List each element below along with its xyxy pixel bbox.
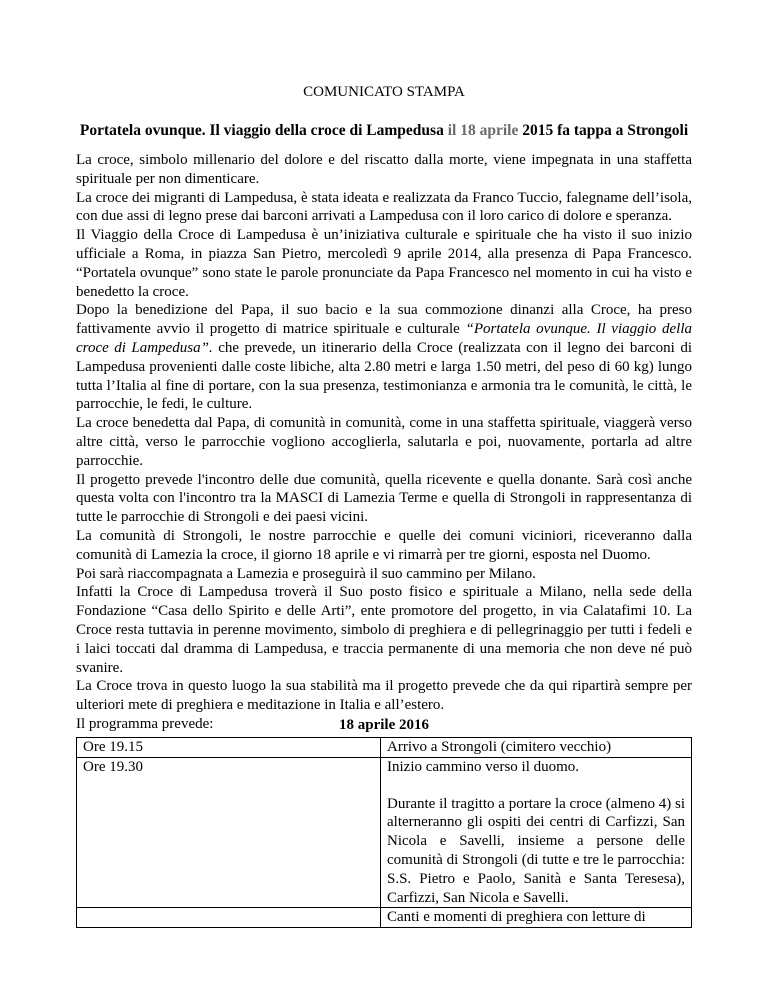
- paragraph: Il progetto prevede l'incontro delle due comunità, quella ricevente e quella donante. Sarà così anche questa volta con l'incontro tra la MASCI di Lamezia Terme e quella di Strongoli in rappresentanza di tutte le parrocchie di Strongoli e dei paesi vicini.: [76, 471, 692, 526]
- press-release-heading: COMUNICATO STAMPA: [303, 84, 465, 100]
- paragraph: Infatti la Croce di Lampedusa troverà il Suo posto fisico e spirituale a Milano, nella sede della Fondazione “Casa dello Spirito e delle Arti”, ente promotore del progetto, in via Calatafimi 10. La Croce resta tuttavia in perenne movimento, simbolo di preghiera e di pellegrinaggio per tutti i fedeli e i laici toccati dal dramma di Lampedusa, e traccia permanente di una memoria che non deve né può svanire.: [76, 584, 692, 676]
- program-table: [76, 737, 692, 928]
- paragraph-text: che prevede, un itinerario della Croce (realizzata con il legno dei barconi di Lampedusa provenienti dalle coste libiche, alta 2.80 metri e larga 1.50 metri, del peso di 60 kg) lungo tutta l’Italia al fine di portare, con la sua presenza, testimonianza e armonia tra le comunità, le città, le parrocchie, le fedi, le culture.: [76, 339, 693, 413]
- paragraph: Poi sarà riaccompagnata a Lamezia e proseguirà il suo cammino per Milano.: [76, 565, 536, 582]
- table-row: [77, 738, 692, 758]
- document-title: [76, 122, 692, 140]
- paragraph: La croce, simbolo millenario del dolore e del riscatto dalla morte, viene impegnata in una staffetta spirituale per non dimenticare.: [76, 152, 692, 187]
- paragraph: La comunità di Strongoli, le nostre parrocchie e quelle dei comuni viciniori, riceveranno dalla comunità di Lamezia la croce, il giorno 18 aprile e vi rimarrà per tre giorni, esposta nel Duomo.: [76, 527, 692, 563]
- table-row: [77, 908, 692, 928]
- time-cell: Ore 19.30: [77, 757, 381, 908]
- title-part2: 2015 fa tappa a Strongoli: [518, 122, 689, 139]
- title-part1: Portatela ovunque. Il viaggio della croce di Lampedusa: [79, 122, 448, 139]
- description-cell: Canti e momenti di preghiera con letture di: [381, 908, 692, 928]
- description-text: Inizio cammino verso il duomo.: [387, 758, 580, 775]
- paragraph: Il Viaggio della Croce di Lampedusa è un’iniziativa culturale e spirituale che ha visto il suo inizio ufficiale a Roma, in piazza San Pietro, mercoledì 9 aprile 2014, alla presenza di Papa Francesco. “Portatela ovunque” sono state le parole pronunciate da Papa Francesco nel momento in cui ha visto e benedetto la croce.: [76, 227, 692, 300]
- table-row: [77, 757, 692, 908]
- body-text: [76, 151, 692, 734]
- paragraph-text: Dopo la benedizione del Papa, il suo bacio e la sua commozione dinanzi alla Croce, ha preso fattivamente avvio il progetto di matrice spirituale e culturale: [76, 302, 692, 338]
- time-cell: [77, 908, 381, 928]
- title-date: il 18 aprile: [447, 122, 519, 139]
- paragraph: La Croce trova in questo luogo la sua stabilità ma il progetto prevede che da qui ripartirà sempre per ulteriori mete di preghiera e meditazione in Italia e all’estero.: [76, 678, 692, 714]
- project-name-italic: “Portatela ovunque. Il viaggio della croce di Lampedusa”.: [76, 321, 692, 356]
- paragraph: Il programma prevede:: [76, 715, 214, 732]
- paragraph: [76, 301, 692, 414]
- description-text: Durante il tragitto a portare la croce (almeno 4) si alterneranno gli ospiti dei centri di Carfizzi, San Nicola e Savelli, insieme a persone delle comunità di Strongoli (di tutte e tre le parrocchia: S.S. Pietro e Paolo, Sanità e Santa Teresesa), Carfizzi, San Nicola e Savelli.: [387, 795, 685, 906]
- description-cell: [381, 757, 692, 908]
- description-cell: Arrivo a Strongoli (cimitero vecchio): [381, 738, 692, 758]
- paragraph: La croce dei migranti di Lampedusa, è stata ideata e realizzata da Franco Tuccio, falegname dell’isola, con due assi di legno prese dai barconi arrivati a Lampedusa con il loro carico di dolore e speranza.: [76, 189, 692, 225]
- time-cell: Ore 19.15: [77, 738, 381, 758]
- paragraph: La croce benedetta dal Papa, di comunità in comunità, come in una staffetta spirituale, viaggerà verso altre città, verso le parrocchie vogliono accoglierla, salutarla e poi, nuovamente, portarla ad altre parrocchie.: [76, 415, 692, 469]
- schedule-date: 18 aprile 2016: [339, 717, 429, 733]
